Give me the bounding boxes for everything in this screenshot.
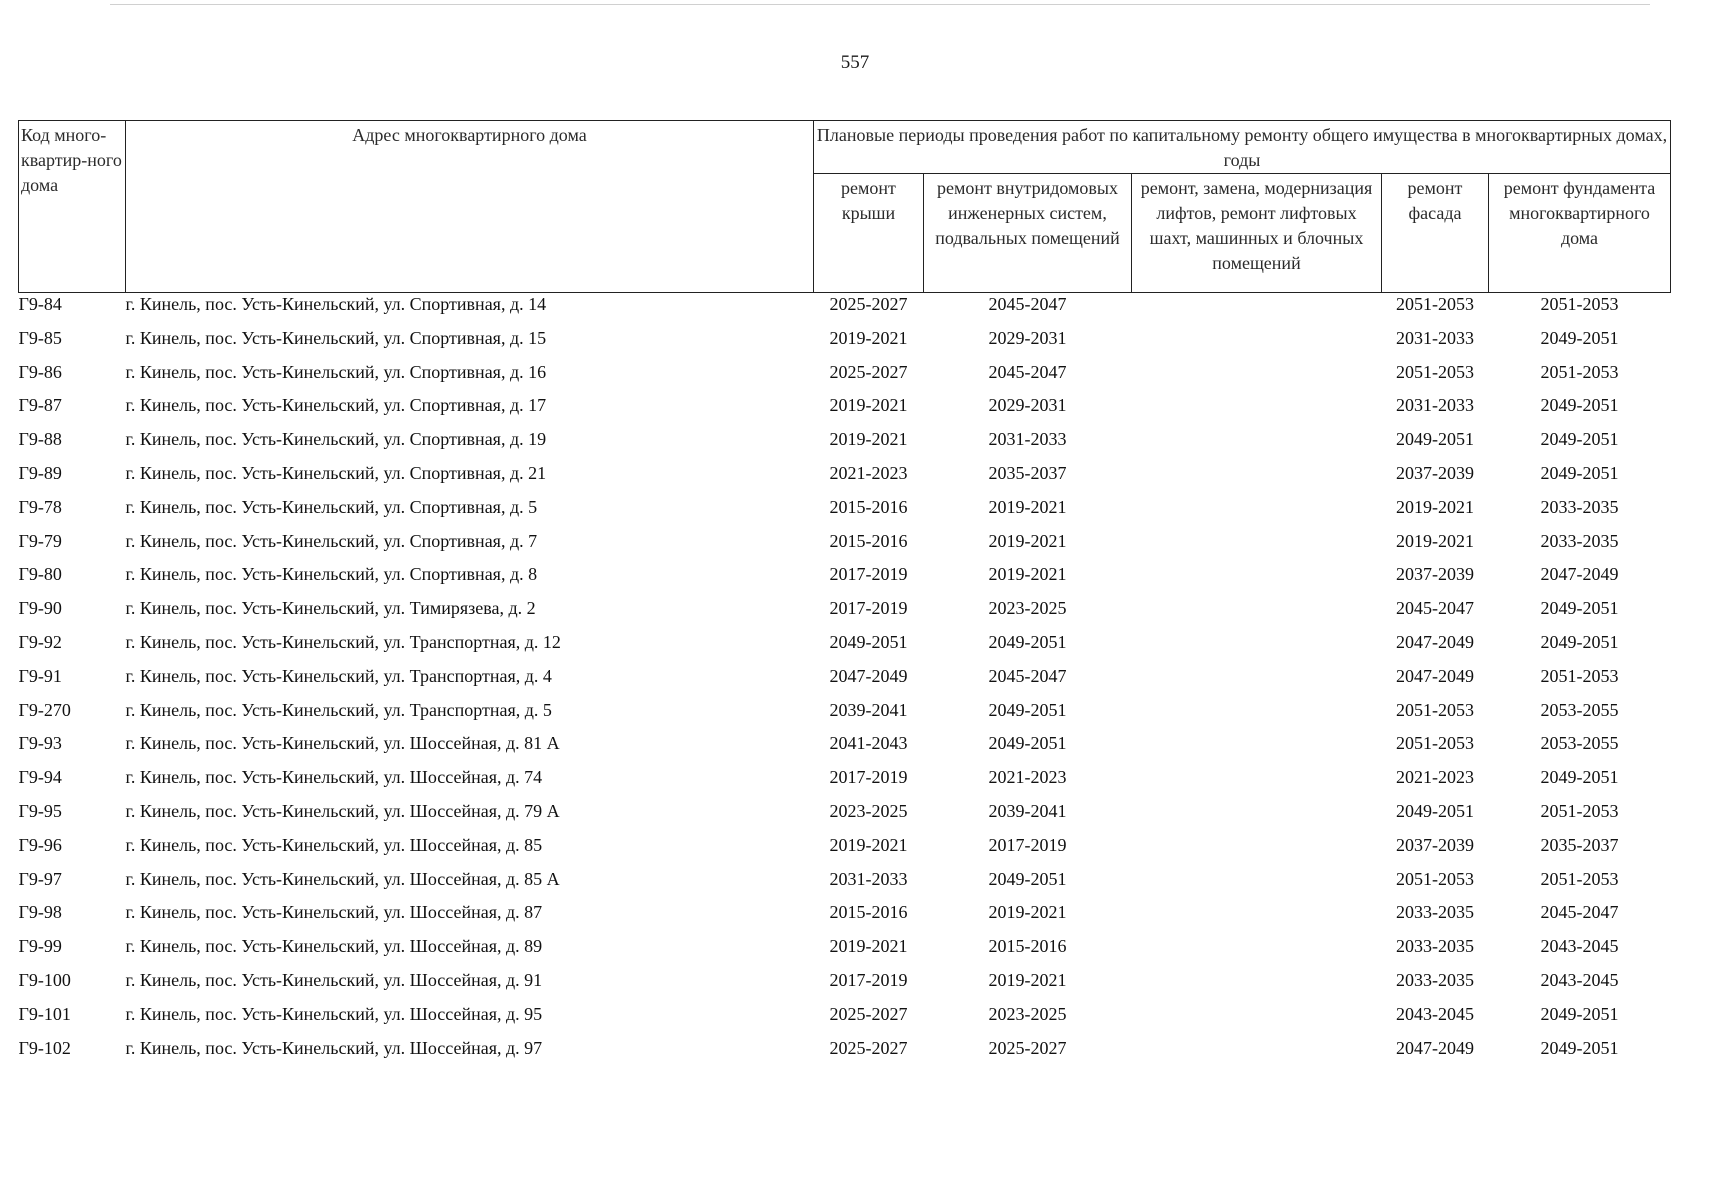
cell-foundation: 2051-2053 (1540, 868, 1619, 889)
cell-facade: 2047-2049 (1396, 665, 1474, 686)
cell-foundation: 2033-2035 (1540, 496, 1619, 517)
table-row (19, 1003, 1671, 1037)
cell-facade: 2047-2049 (1396, 1037, 1474, 1058)
cell-code: Г9-96 (18, 834, 62, 855)
cell-lifts (1132, 800, 1382, 834)
cell-roof: 2019-2021 (829, 395, 908, 416)
table-row (19, 394, 1671, 428)
header-code: Код много-квартир-ного дома (19, 121, 126, 293)
cell-lifts (1132, 901, 1382, 935)
page-number: 557 (840, 52, 870, 73)
cell-code: Г9-91 (18, 665, 62, 686)
table-row (19, 293, 1671, 327)
cell-foundation: 2051-2053 (1540, 361, 1619, 382)
cell-foundation: 2045-2047 (1540, 902, 1619, 923)
cell-roof: 2025-2027 (829, 294, 908, 314)
cell-engineering: 2019-2021 (988, 530, 1067, 551)
table-row (19, 462, 1671, 496)
cell-address: г. Кинель, пос. Усть-Кинельский, ул. Спортивная, д. 5 (125, 496, 538, 517)
cell-address: г. Кинель, пос. Усть-Кинельский, ул. Спортивная, д. 16 (125, 361, 547, 382)
header-planned-periods: Плановые периоды проведения работ по капитальному ремонту общего имущества в многоквартирных домах, годы (814, 121, 1671, 174)
cell-roof: 2015-2016 (829, 496, 908, 517)
cell-engineering: 2019-2021 (988, 969, 1067, 990)
cell-engineering: 2045-2047 (988, 665, 1067, 686)
cell-lifts (1132, 969, 1382, 1003)
cell-address: г. Кинель, пос. Усть-Кинельский, ул. Спортивная, д. 14 (125, 294, 547, 314)
cell-address: г. Кинель, пос. Усть-Кинельский, ул. Шоссейная, д. 87 (125, 902, 543, 923)
cell-foundation: 2049-2051 (1540, 631, 1619, 652)
cell-roof: 2049-2051 (829, 631, 908, 652)
cell-roof: 2019-2021 (829, 429, 908, 450)
cell-facade: 2045-2047 (1396, 598, 1474, 619)
cell-address: г. Кинель, пос. Усть-Кинельский, ул. Транспортная, д. 12 (125, 631, 561, 652)
cell-code: Г9-88 (18, 429, 62, 450)
cell-engineering: 2049-2051 (988, 699, 1067, 720)
cell-facade: 2049-2051 (1396, 429, 1474, 450)
cell-roof: 2019-2021 (829, 327, 908, 348)
cell-lifts (1132, 1037, 1382, 1071)
cell-foundation: 2049-2051 (1540, 598, 1619, 619)
cell-engineering: 2023-2025 (988, 598, 1067, 619)
table-row (19, 563, 1671, 597)
cell-foundation: 2051-2053 (1540, 294, 1619, 314)
cell-code: Г9-79 (18, 530, 62, 551)
cell-foundation: 2051-2053 (1540, 800, 1619, 821)
cell-lifts (1132, 428, 1382, 462)
cell-code: Г9-78 (18, 496, 62, 517)
cell-address: г. Кинель, пос. Усть-Кинельский, ул. Спортивная, д. 17 (125, 395, 547, 416)
cell-roof: 2017-2019 (829, 564, 908, 585)
cell-roof: 2023-2025 (829, 800, 908, 821)
cell-address: г. Кинель, пос. Усть-Кинельский, ул. Шоссейная, д. 81 А (125, 733, 560, 754)
cell-roof: 2019-2021 (829, 936, 908, 957)
cell-lifts (1132, 394, 1382, 428)
cell-code: Г9-101 (18, 1003, 71, 1024)
cell-address: г. Кинель, пос. Усть-Кинельский, ул. Спортивная, д. 7 (125, 530, 538, 551)
table-row (19, 766, 1671, 800)
cell-engineering: 2021-2023 (988, 767, 1067, 788)
table-row (19, 327, 1671, 361)
table-row (19, 800, 1671, 834)
cell-engineering: 2017-2019 (988, 834, 1067, 855)
cell-facade: 2019-2021 (1396, 530, 1474, 551)
cell-facade: 2037-2039 (1396, 462, 1474, 483)
cell-facade: 2033-2035 (1396, 969, 1474, 990)
table-row (19, 631, 1671, 665)
cell-roof: 2031-2033 (829, 868, 908, 889)
table-row (19, 732, 1671, 766)
cell-code: Г9-87 (18, 395, 62, 416)
table-row (19, 834, 1671, 868)
cell-foundation: 2043-2045 (1540, 936, 1619, 957)
cell-code: Г9-270 (18, 699, 71, 720)
cell-code: Г9-94 (18, 767, 62, 788)
cell-facade: 2021-2023 (1396, 767, 1474, 788)
cell-lifts (1132, 631, 1382, 665)
cell-address: г. Кинель, пос. Усть-Кинельский, ул. Шоссейная, д. 89 (125, 936, 543, 957)
cell-facade: 2051-2053 (1396, 361, 1474, 382)
cell-code: Г9-100 (18, 969, 71, 990)
table-row (19, 1037, 1671, 1071)
cell-lifts (1132, 327, 1382, 361)
table-row (19, 530, 1671, 564)
cell-facade: 2019-2021 (1396, 496, 1474, 517)
cell-address: г. Кинель, пос. Усть-Кинельский, ул. Спортивная, д. 19 (125, 429, 547, 450)
cell-facade: 2031-2033 (1396, 327, 1474, 348)
cell-engineering: 2023-2025 (988, 1003, 1067, 1024)
cell-engineering: 2029-2031 (988, 395, 1067, 416)
cell-code: Г9-89 (18, 462, 62, 483)
cell-foundation: 2043-2045 (1540, 969, 1619, 990)
cell-facade: 2051-2053 (1396, 868, 1474, 889)
cell-code: Г9-98 (18, 902, 62, 923)
table-row (19, 868, 1671, 902)
cell-address: г. Кинель, пос. Усть-Кинельский, ул. Шоссейная, д. 85 (125, 834, 543, 855)
cell-roof: 2025-2027 (829, 1003, 908, 1024)
table-row (19, 496, 1671, 530)
cell-facade: 2043-2045 (1396, 1003, 1474, 1024)
cell-address: г. Кинель, пос. Усть-Кинельский, ул. Транспортная, д. 5 (125, 699, 552, 720)
table-body (19, 293, 1671, 1071)
cell-lifts (1132, 462, 1382, 496)
cell-lifts (1132, 1003, 1382, 1037)
table-row (19, 969, 1671, 1003)
cell-facade: 2049-2051 (1396, 800, 1474, 821)
cell-lifts (1132, 732, 1382, 766)
cell-engineering: 2019-2021 (988, 902, 1067, 923)
cell-code: Г9-86 (18, 361, 62, 382)
cell-engineering: 2039-2041 (988, 800, 1067, 821)
cell-roof: 2039-2041 (829, 699, 908, 720)
cell-foundation: 2035-2037 (1540, 834, 1619, 855)
cell-foundation: 2049-2051 (1540, 1037, 1619, 1058)
cell-engineering: 2045-2047 (988, 294, 1067, 314)
table-row (19, 935, 1671, 969)
cell-code: Г9-102 (18, 1037, 71, 1058)
header-roof: ремонт крыши (814, 174, 924, 293)
scan-edge-line (110, 4, 1650, 5)
cell-facade: 2047-2049 (1396, 631, 1474, 652)
cell-facade: 2051-2053 (1396, 733, 1474, 754)
cell-roof: 2047-2049 (829, 665, 908, 686)
cell-roof: 2017-2019 (829, 598, 908, 619)
cell-code: Г9-95 (18, 800, 62, 821)
cell-code: Г9-92 (18, 631, 62, 652)
cell-address: г. Кинель, пос. Усть-Кинельский, ул. Шоссейная, д. 91 (125, 969, 543, 990)
cell-foundation: 2049-2051 (1540, 327, 1619, 348)
cell-address: г. Кинель, пос. Усть-Кинельский, ул. Шоссейная, д. 74 (125, 767, 543, 788)
cell-facade: 2051-2053 (1396, 294, 1474, 314)
cell-roof: 2025-2027 (829, 1037, 908, 1058)
table-row (19, 597, 1671, 631)
cell-lifts (1132, 699, 1382, 733)
cell-lifts (1132, 530, 1382, 564)
cell-lifts (1132, 935, 1382, 969)
cell-roof: 2017-2019 (829, 767, 908, 788)
cell-facade: 2033-2035 (1396, 902, 1474, 923)
cell-engineering: 2025-2027 (988, 1037, 1067, 1058)
cell-address: г. Кинель, пос. Усть-Кинельский, ул. Шоссейная, д. 85 А (125, 868, 560, 889)
table-row (19, 428, 1671, 462)
cell-engineering: 2049-2051 (988, 733, 1067, 754)
header-facade: ремонт фасада (1382, 174, 1489, 293)
cell-engineering: 2015-2016 (988, 936, 1067, 957)
cell-facade: 2037-2039 (1396, 564, 1474, 585)
cell-engineering: 2049-2051 (988, 631, 1067, 652)
cell-code: Г9-84 (18, 294, 62, 314)
cell-facade: 2031-2033 (1396, 395, 1474, 416)
cell-roof: 2041-2043 (829, 733, 908, 754)
repair-schedule-table (18, 120, 1671, 1070)
cell-address: г. Кинель, пос. Усть-Кинельский, ул. Спортивная, д. 15 (125, 327, 547, 348)
cell-roof: 2015-2016 (829, 530, 908, 551)
cell-address: г. Кинель, пос. Усть-Кинельский, ул. Шоссейная, д. 97 (125, 1037, 543, 1058)
cell-foundation: 2049-2051 (1540, 395, 1619, 416)
cell-lifts (1132, 496, 1382, 530)
cell-lifts (1132, 665, 1382, 699)
cell-foundation: 2051-2053 (1540, 665, 1619, 686)
cell-lifts (1132, 563, 1382, 597)
cell-engineering: 2029-2031 (988, 327, 1067, 348)
cell-code: Г9-97 (18, 868, 62, 889)
cell-lifts (1132, 597, 1382, 631)
cell-facade: 2033-2035 (1396, 936, 1474, 957)
cell-engineering: 2031-2033 (988, 429, 1067, 450)
cell-roof: 2021-2023 (829, 462, 908, 483)
cell-address: г. Кинель, пос. Усть-Кинельский, ул. Транспортная, д. 4 (125, 665, 552, 686)
cell-engineering: 2019-2021 (988, 564, 1067, 585)
cell-foundation: 2049-2051 (1540, 767, 1619, 788)
cell-roof: 2017-2019 (829, 969, 908, 990)
cell-foundation: 2049-2051 (1540, 429, 1619, 450)
cell-roof: 2025-2027 (829, 361, 908, 382)
cell-address: г. Кинель, пос. Усть-Кинельский, ул. Шоссейная, д. 95 (125, 1003, 543, 1024)
cell-engineering: 2019-2021 (988, 496, 1067, 517)
cell-roof: 2015-2016 (829, 902, 908, 923)
cell-foundation: 2053-2055 (1540, 699, 1619, 720)
cell-lifts (1132, 868, 1382, 902)
header-lifts: ремонт, замена, модернизация лифтов, ремонт лифтовых шахт, машинных и блочных помещений (1132, 174, 1382, 293)
table-row (19, 665, 1671, 699)
cell-address: г. Кинель, пос. Усть-Кинельский, ул. Спортивная, д. 21 (125, 462, 547, 483)
cell-foundation: 2033-2035 (1540, 530, 1619, 551)
header-engineering: ремонт внутридомовых инженерных систем, подвальных помещений (924, 174, 1132, 293)
cell-engineering: 2035-2037 (988, 462, 1067, 483)
cell-address: г. Кинель, пос. Усть-Кинельский, ул. Тимирязева, д. 2 (125, 598, 536, 619)
cell-engineering: 2045-2047 (988, 361, 1067, 382)
cell-code: Г9-85 (18, 327, 62, 348)
cell-foundation: 2047-2049 (1540, 564, 1619, 585)
cell-facade: 2051-2053 (1396, 699, 1474, 720)
table-row (19, 901, 1671, 935)
cell-engineering: 2049-2051 (988, 868, 1067, 889)
cell-code: Г9-80 (18, 564, 62, 585)
header-address: Адрес многоквартирного дома (126, 121, 814, 293)
cell-address: г. Кинель, пос. Усть-Кинельский, ул. Шоссейная, д. 79 А (125, 800, 560, 821)
cell-foundation: 2053-2055 (1540, 733, 1619, 754)
cell-foundation: 2049-2051 (1540, 462, 1619, 483)
header-foundation: ремонт фундамента многоквартирного дома (1489, 174, 1671, 293)
cell-lifts (1132, 293, 1382, 327)
cell-address: г. Кинель, пос. Усть-Кинельский, ул. Спортивная, д. 8 (125, 564, 538, 585)
cell-foundation: 2049-2051 (1540, 1003, 1619, 1024)
table-header (19, 121, 1671, 293)
cell-lifts (1132, 766, 1382, 800)
cell-facade: 2037-2039 (1396, 834, 1474, 855)
cell-code: Г9-93 (18, 733, 62, 754)
table-row (19, 361, 1671, 395)
cell-lifts (1132, 834, 1382, 868)
table-row (19, 699, 1671, 733)
cell-roof: 2019-2021 (829, 834, 908, 855)
cell-lifts (1132, 361, 1382, 395)
cell-code: Г9-90 (18, 598, 62, 619)
cell-code: Г9-99 (18, 936, 62, 957)
